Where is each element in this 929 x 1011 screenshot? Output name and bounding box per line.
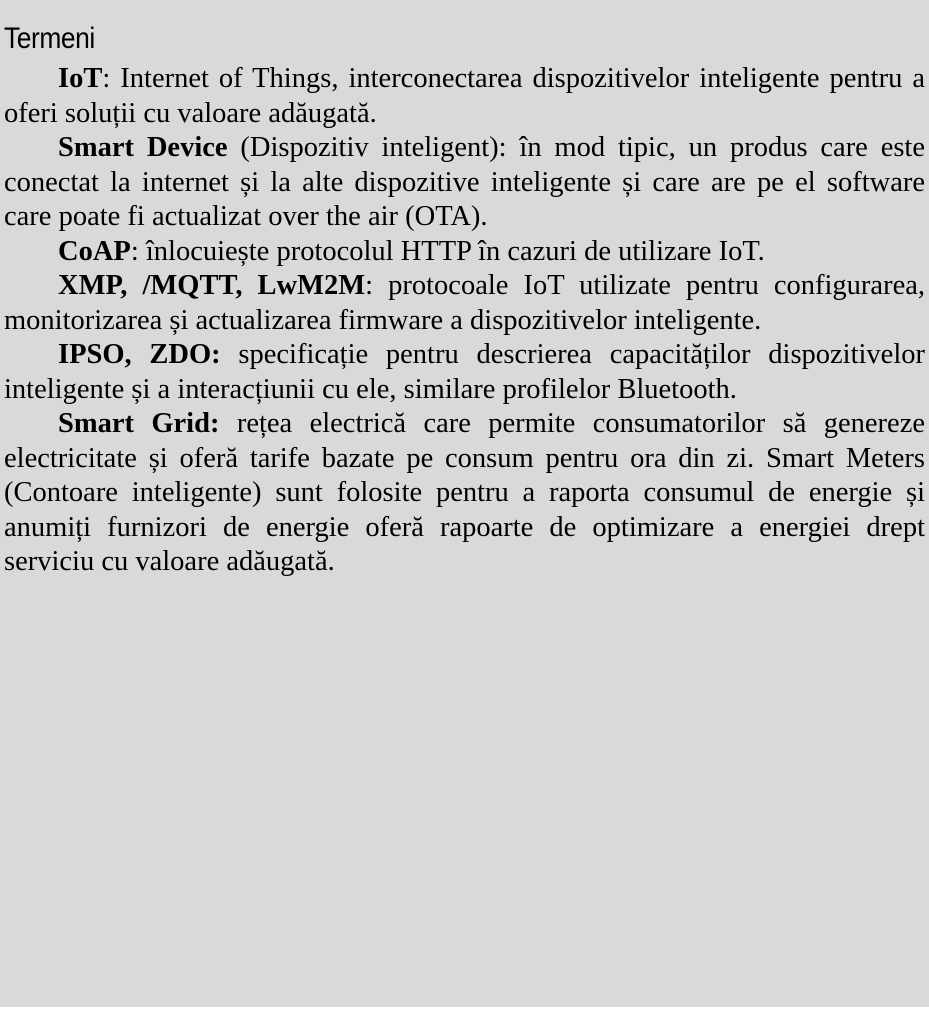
glossary-entry-smart-grid bbox=[4, 407, 925, 580]
term-smart-grid: Smart Grid: bbox=[58, 408, 220, 439]
term-iot: IoT bbox=[58, 63, 103, 94]
definition-smart-device: (Dispozitiv inteligent): în mod tipic, un produs care este conectat la internet și la alte dispozitive inteligente și care are pe el software care poate fi actualizat over the air (OTA). bbox=[4, 132, 925, 232]
glossary-entry-smart-device bbox=[4, 131, 925, 235]
term-smart-device: Smart Device bbox=[58, 132, 228, 163]
definition-iot: : Internet of Things, interconectarea dispozitivelor inteligente pentru a oferi soluții cu valoare adăugată. bbox=[4, 63, 925, 129]
definition-coap: : înlocuiește protocolul HTTP în cazuri de utilizare IoT. bbox=[130, 235, 765, 267]
term-ipso-zdo: IPSO, ZDO: bbox=[58, 339, 221, 370]
term-coap: CoAP bbox=[58, 235, 131, 267]
glossary-entry-iot bbox=[4, 62, 925, 131]
glossary-entry-ipso-zdo bbox=[4, 338, 925, 407]
glossary-entry-coap bbox=[4, 235, 925, 270]
box-title: Termeni bbox=[4, 22, 95, 55]
definition-protocols: : protocoale IoT utilizate pentru configurarea, monitorizarea și actualizarea firmware a dispozitivelor inteligente. bbox=[4, 270, 925, 336]
definition-ipso-zdo: specificație pentru descrierea capacităților dispozitivelor inteligente și a interacțiunii cu ele, similare profilelor Bluetooth. bbox=[4, 339, 925, 405]
definition-smart-grid: rețea electrică care permite consumatorilor să genereze electricitate și oferă tarife bazate pe consum pentru ora din zi. Smart Meters (Contoare inteligente) sunt folosite pentru a raporta consumul de energie și anumiți furnizori de energie oferă rapoarte de optimizare a energiei drept serviciu cu valoare adăugată. bbox=[4, 408, 925, 577]
glossary-entry-protocols bbox=[4, 269, 925, 338]
term-protocols: XMP, /MQTT, LwM2M bbox=[58, 270, 366, 301]
